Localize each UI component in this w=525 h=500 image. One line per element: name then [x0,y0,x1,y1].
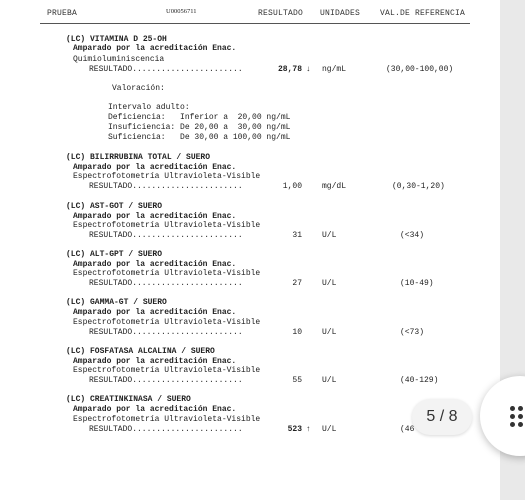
test-name: (LC) BILIRRUBINA TOTAL / SUERO [66,153,211,162]
result-flag-low: ↓ [306,65,311,74]
result-reference: (30,00-100,00) [386,65,454,74]
result-unit: U/L [322,425,337,434]
header-resultado: RESULTADO [258,9,304,18]
header-prueba: PRUEBA [47,9,78,18]
result-label: RESULTADO....................... [89,376,243,385]
test-name: (LC) ALT-GPT / SUERO [66,250,163,259]
result-reference: (46 [400,425,415,434]
result-unit: U/L [322,279,337,288]
result-value: 523 [287,425,302,434]
result-reference: (0,30-1,20) [392,182,445,191]
result-unit: ng/mL [322,65,347,74]
result-value: 55 [292,376,302,385]
result-label: RESULTADO....................... [89,425,243,434]
test-method: Espectrofotometría Ultravioleta-Visible [73,318,261,327]
result-label: RESULTADO....................... [89,65,243,74]
result-value: 31 [292,231,302,240]
result-label: RESULTADO....................... [89,279,243,288]
result-unit: U/L [322,231,337,240]
test-method: Espectrofotometría Ultravioleta-Visible [73,366,261,375]
result-reference: (<73) [400,328,425,337]
result-label: RESULTADO....................... [89,182,243,191]
test-method: Espectrofotometría Ultravioleta-Visible [73,221,261,230]
result-value: 1,00 [282,182,302,191]
test-name: (LC) AST-GOT / SUERO [66,202,163,211]
test-accreditation: Amparado por la acreditación Enac. [73,405,237,414]
valoracion-intervalo: Intervalo adulto: [108,103,190,112]
test-name: (LC) GAMMA-GT / SUERO [66,298,167,307]
grid-dots-icon [508,404,525,428]
test-accreditation: Amparado por la acreditación Enac. [73,308,237,317]
result-flag-high: ↑ [306,425,311,434]
test-accreditation: Amparado por la acreditación Enac. [73,163,237,172]
header-rule [40,23,470,24]
result-value: 27 [292,279,302,288]
test-accreditation: Amparado por la acreditación Enac. [73,44,237,53]
header-doc-id: U00056711 [166,8,197,15]
valoracion-line: Deficiencia: Inferior a 20,00 ng/mL [108,113,291,122]
result-value: 28,78 [277,65,302,74]
test-accreditation: Amparado por la acreditación Enac. [73,357,237,366]
result-reference: (10-49) [400,279,434,288]
test-accreditation: Amparado por la acreditación Enac. [73,260,237,269]
result-label: RESULTADO....................... [89,231,243,240]
test-accreditation: Amparado por la acreditación Enac. [73,212,237,221]
result-value: 10 [292,328,302,337]
valoracion-line: Suficiencia: De 30,00 a 100,00 ng/mL [108,133,291,142]
test-method: Espectrofotometría Ultravioleta-Visible [73,415,261,424]
header-unidades: UNIDADES [320,9,361,18]
test-method: Quimioluminiscencia [73,55,165,64]
result-unit: U/L [322,376,337,385]
result-label: RESULTADO....................... [89,328,243,337]
header-referencia: VAL.DE REFERENCIA [380,9,466,18]
result-reference: (<34) [400,231,425,240]
test-name: (LC) CREATINKINASA / SUERO [66,395,191,404]
valoracion-line: Insuficiencia: De 20,00 a 30,00 ng/mL [108,123,291,132]
valoracion-title: Valoración: [112,84,165,93]
result-unit: mg/dL [322,182,347,191]
result-unit: U/L [322,328,337,337]
page-indicator: 5 / 8 [412,399,472,435]
test-name: (LC) VITAMINA D 25-OH [66,35,167,44]
test-name: (LC) FOSFATASA ALCALINA / SUERO [66,347,215,356]
result-reference: (40-129) [400,376,439,385]
test-method: Espectrofotometría Ultravioleta-Visible [73,269,261,278]
test-method: Espectrofotometría Ultravioleta-Visible [73,172,261,181]
